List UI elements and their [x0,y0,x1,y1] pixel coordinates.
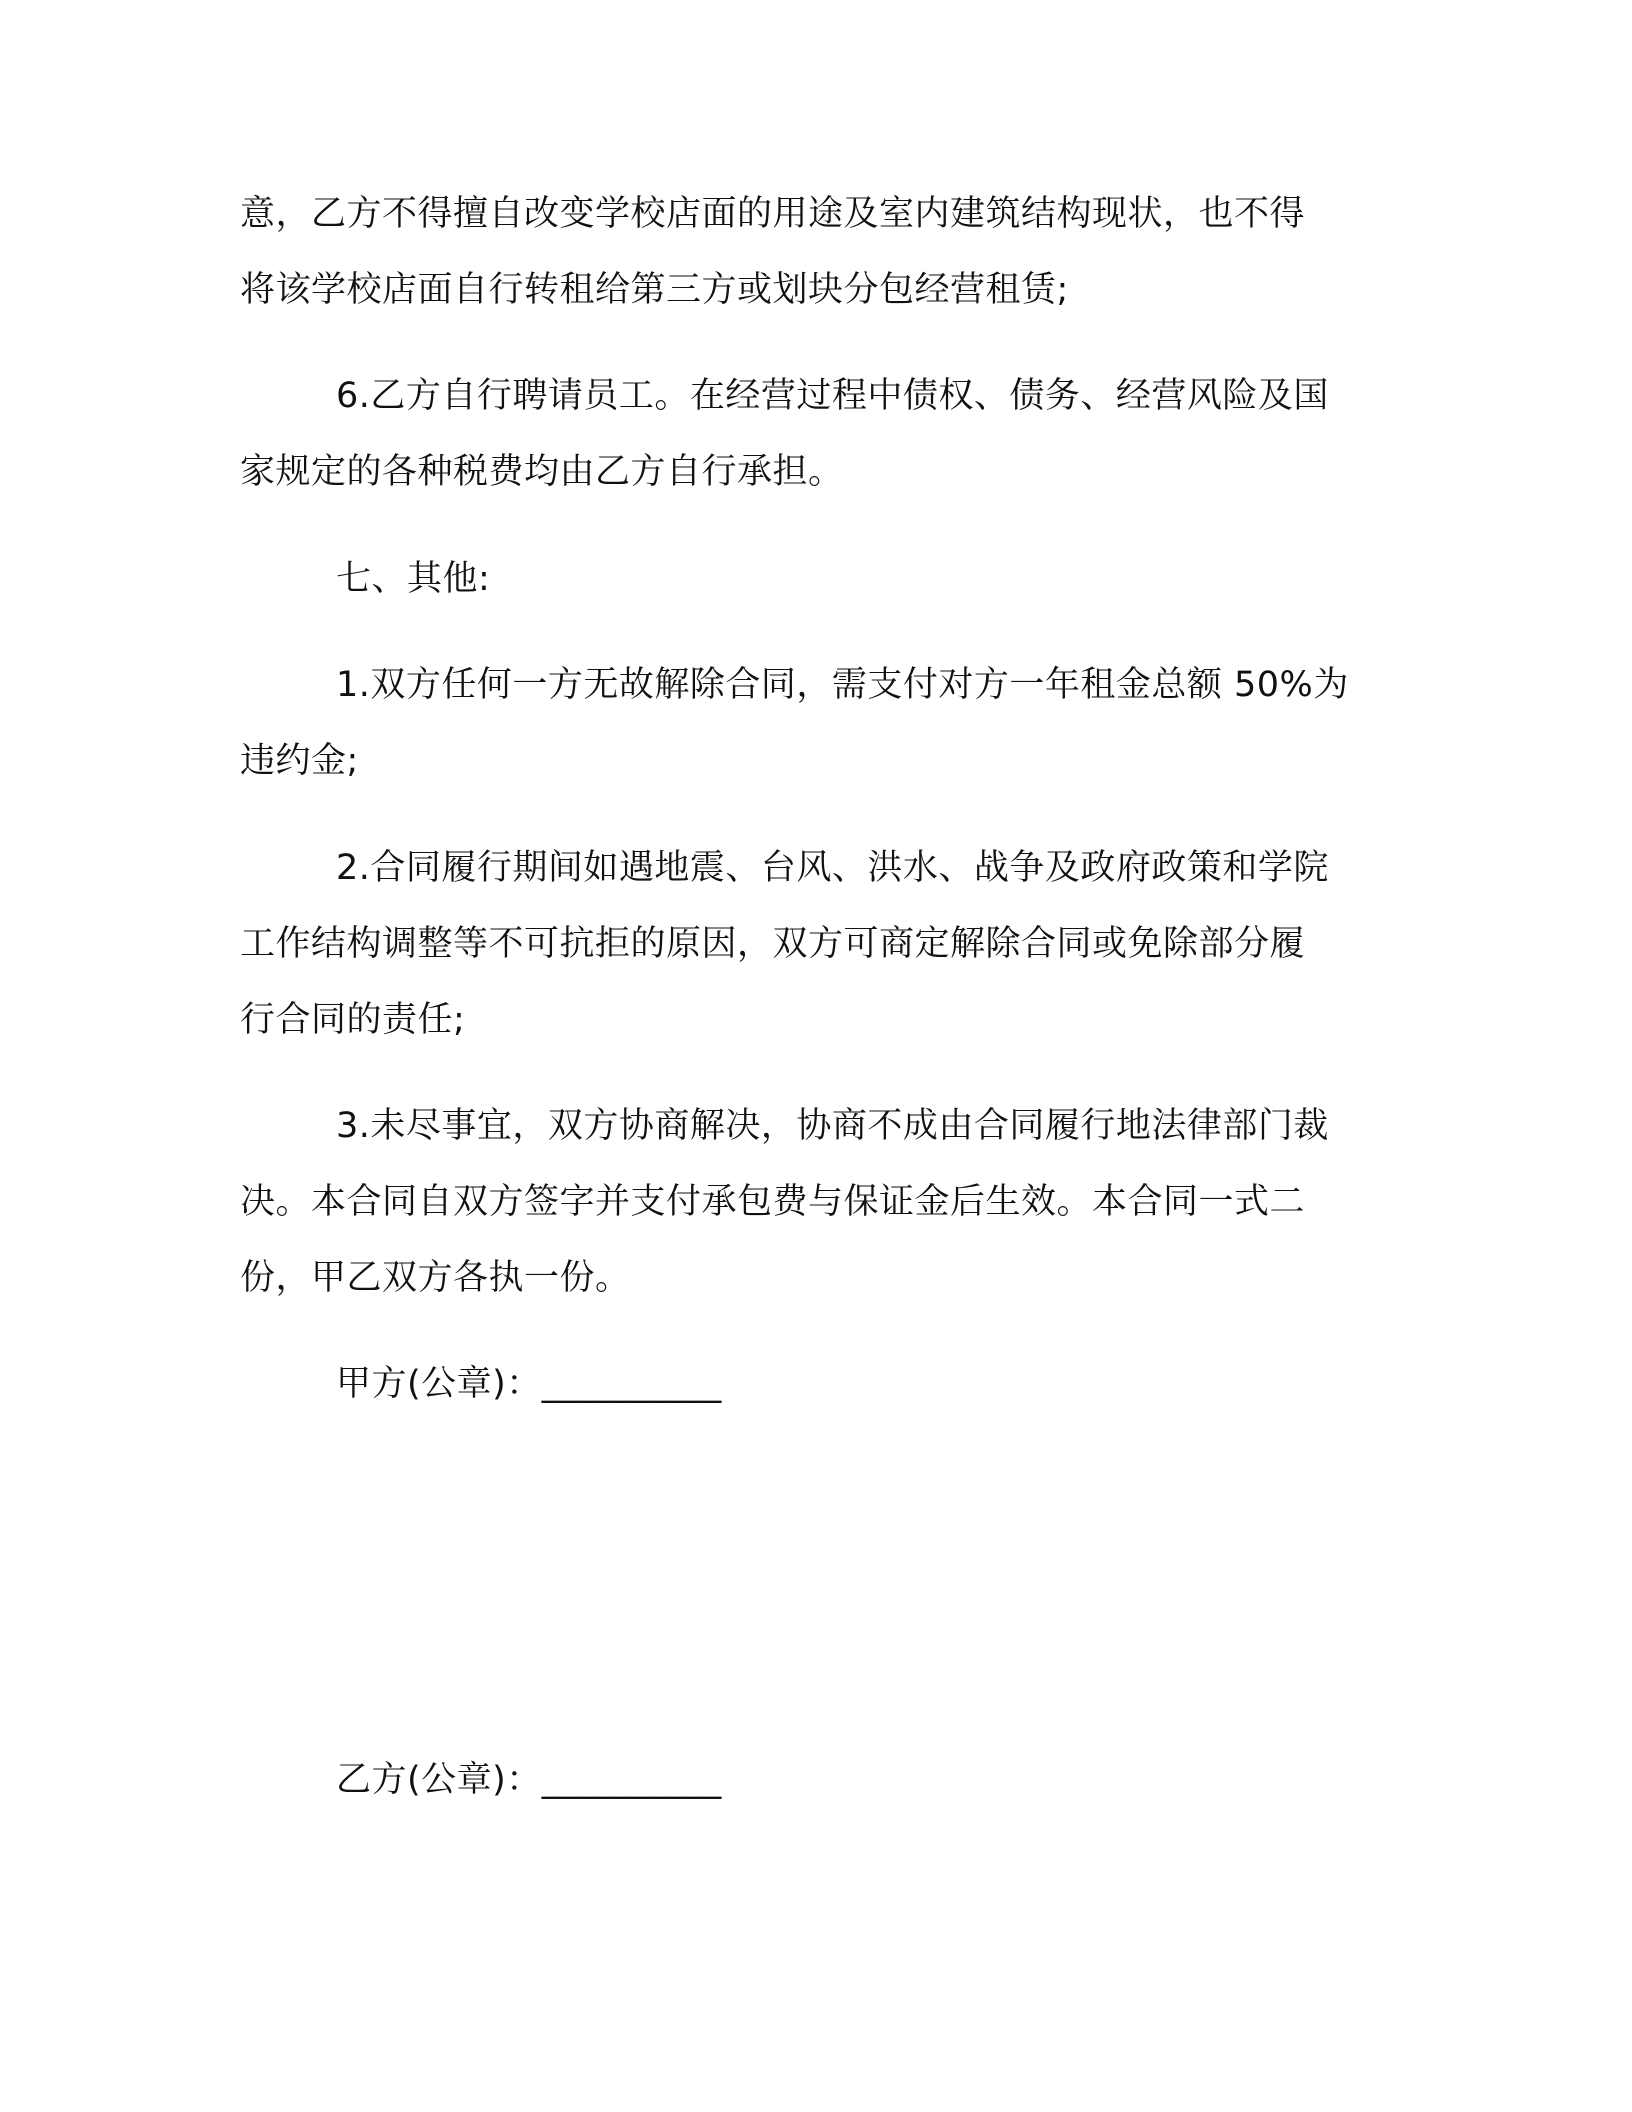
paragraph-line: 违约金; [240,741,359,781]
paragraph-line: 家规定的各种税费均由乙方自行承担。 [240,452,844,492]
paragraph-line: 份，甲乙双方各执一份。 [240,1258,631,1298]
party-a-signature: 甲方(公章)：__________ [336,1364,722,1404]
clause-1 [240,647,1390,799]
paragraph-line: 6.乙方自行聘请员工。在经营过程中债权、债务、经营风险及国 [336,376,1329,416]
clause-3 [240,1088,1390,1316]
paragraph-line: 行合同的责任; [240,1000,466,1040]
party-b-signature-block [240,1742,1390,1818]
party-a-signature-block [240,1346,1390,1422]
paragraph-5-continued [240,176,1390,328]
paragraph-line: 2.合同履行期间如遇地震、台风、洪水、战争及政府政策和学院 [336,848,1329,888]
clause-2 [240,830,1390,1058]
paragraph-line: 决。本合同自双方签字并支付承包费与保证金后生效。本合同一式二 [240,1182,1306,1222]
paragraph-line: 3.未尽事宜，双方协商解决，协商不成由合同履行地法律部门裁 [336,1106,1329,1146]
section-7-heading-block [240,541,1390,617]
party-b-signature: 乙方(公章)：__________ [336,1760,722,1800]
paragraph-6 [240,358,1390,510]
section-heading: 七、其他: [336,559,491,599]
paragraph-line: 工作结构调整等不可抗拒的原因，双方可商定解除合同或免除部分履 [240,924,1306,964]
paragraph-line: 将该学校店面自行转租给第三方或划块分包经营租赁; [240,270,1069,310]
paragraph-line: 意，乙方不得擅自改变学校店面的用途及室内建筑结构现状，也不得 [240,194,1306,234]
paragraph-line: 1.双方任何一方无故解除合同，需支付对方一年租金总额 50%为 [336,665,1349,705]
